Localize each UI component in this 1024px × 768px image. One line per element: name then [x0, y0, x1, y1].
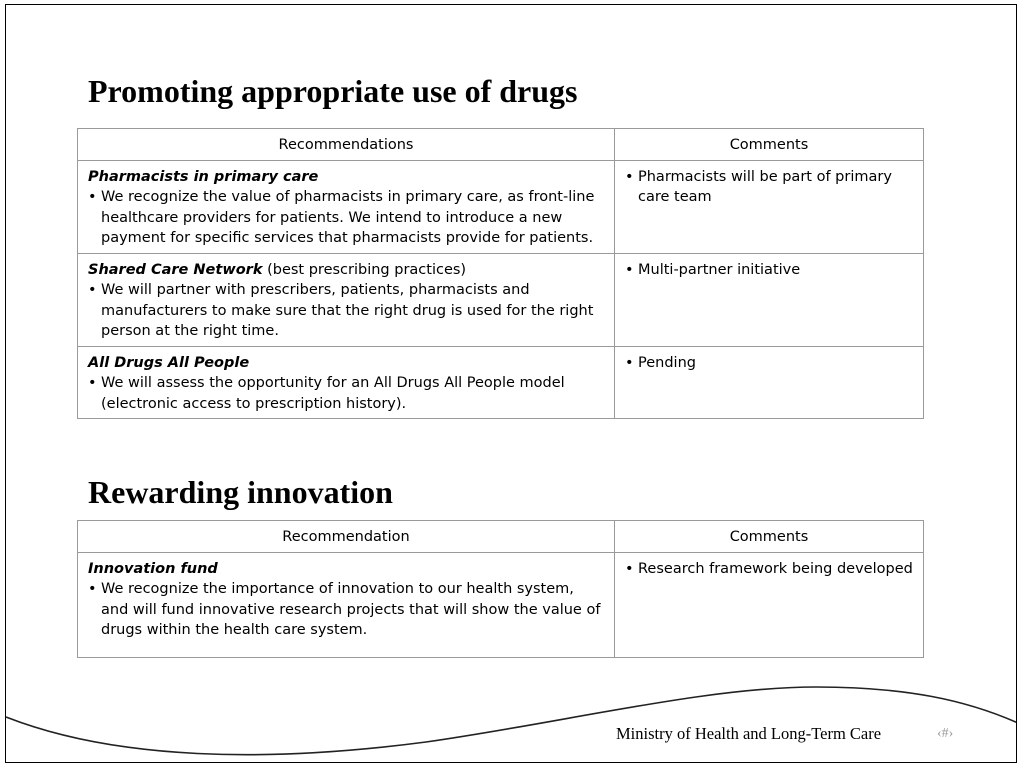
- recommendation-title: Pharmacists in primary care: [88, 168, 319, 185]
- comment-cell: [615, 552, 924, 657]
- page-number: ‹#›: [937, 726, 954, 741]
- table-row: [78, 552, 924, 657]
- recommendation-cell: [78, 253, 615, 346]
- header-comments: Comments: [615, 521, 924, 553]
- recommendation-subtitle: (best prescribing practices): [267, 261, 467, 278]
- section-title-rewarding-innovation: Rewarding innovation: [88, 474, 393, 510]
- comment-cell: [615, 346, 924, 419]
- recommendations-table-innovation: [77, 520, 924, 658]
- slide: [5, 4, 1017, 763]
- recommendation-cell: [78, 346, 615, 419]
- recommendations-table-drugs: [77, 128, 924, 419]
- table-header-row: [78, 521, 924, 553]
- recommendation-bullet: • We recognize the importance of innovation to our health system, and will fund innovative research projects that will show the value of drugs within the health care system.: [88, 579, 604, 641]
- recommendation-bullet: • We will assess the opportunity for an All Drugs All People model (electronic access to prescription history).: [88, 373, 604, 414]
- comment-cell: [615, 160, 924, 253]
- table-row: [78, 346, 924, 419]
- header-recommendation: Recommendation: [78, 521, 615, 553]
- recommendation-cell: [78, 552, 615, 657]
- recommendation-title: Innovation fund: [88, 560, 218, 577]
- comment-bullet: • Multi-partner initiative: [625, 260, 913, 281]
- footer-wave-decoration: [6, 665, 1017, 763]
- ministry-footer-label: Ministry of Health and Long-Term Care: [616, 724, 882, 743]
- comment-bullet: • Research framework being developed: [625, 559, 913, 580]
- recommendation-heading-line: [88, 260, 604, 281]
- recommendation-title: All Drugs All People: [88, 354, 250, 371]
- comment-bullet: • Pending: [625, 353, 913, 374]
- recommendation-title: Shared Care Network: [88, 261, 263, 278]
- header-recommendations: Recommendations: [78, 129, 615, 161]
- recommendation-bullet: • We will partner with prescribers, patients, pharmacists and manufacturers to make sure that the right drug is used for the right person at the right time.: [88, 280, 604, 342]
- comment-bullet: • Pharmacists will be part of primary care team: [625, 167, 913, 208]
- table-row: [78, 253, 924, 346]
- section-title-promoting-use: Promoting appropriate use of drugs: [88, 73, 578, 109]
- comment-cell: [615, 253, 924, 346]
- recommendation-cell: [78, 160, 615, 253]
- table-header-row: [78, 129, 924, 161]
- header-comments: Comments: [615, 129, 924, 161]
- recommendation-bullet: • We recognize the value of pharmacists in primary care, as front-line healthcare providers for patients. We intend to introduce a new payment for specific services that pharmacists provide for patients.: [88, 187, 604, 249]
- table-row: [78, 160, 924, 253]
